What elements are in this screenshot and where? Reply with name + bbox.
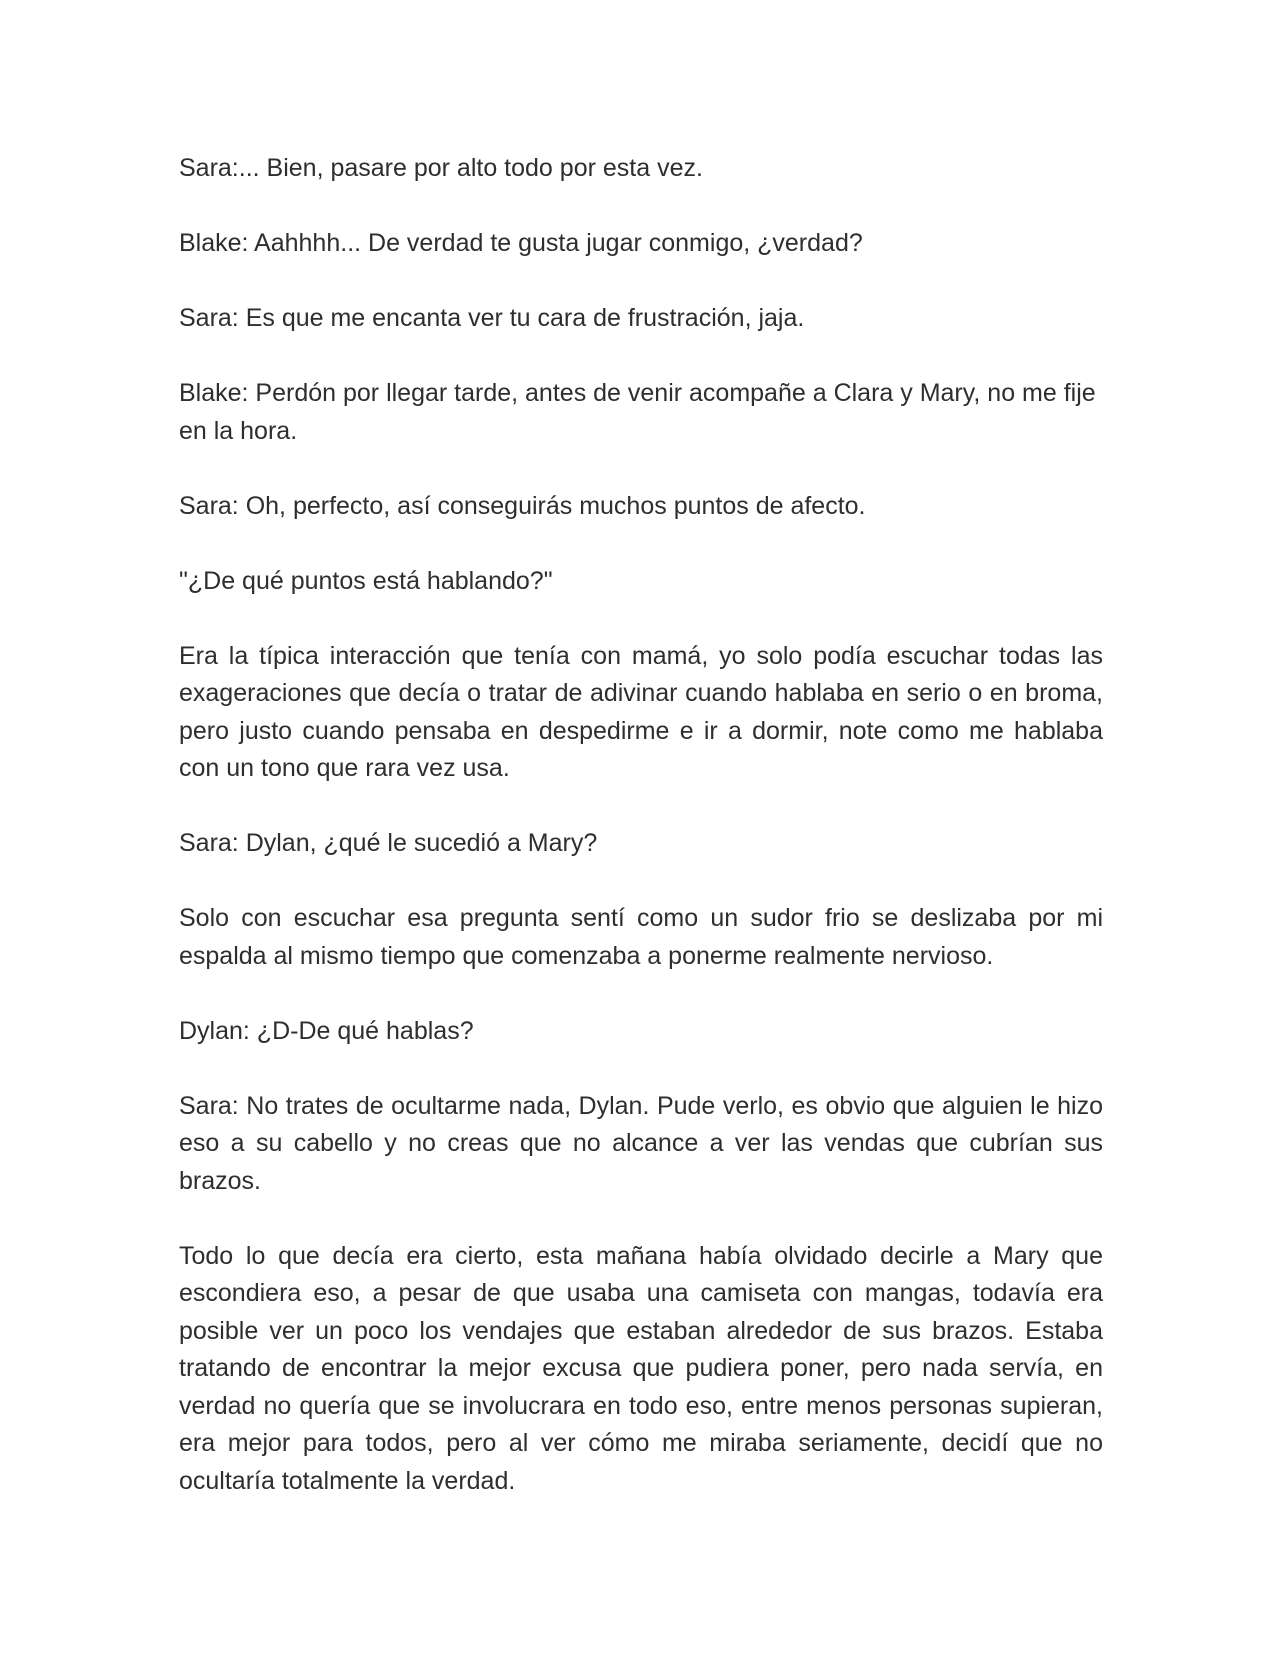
paragraph-10: Dylan: ¿D-De qué hablas? — [179, 1016, 474, 1045]
paragraph-4: Blake: Perdón por llegar tarde, antes de venir acompañe a Clara y Mary, no me fije en la hora. — [179, 379, 1096, 445]
paragraph-1: Sara:... Bien, pasare por alto todo por esta vez. — [179, 154, 703, 182]
paragraph-3: Sara: Es que me encanta ver tu cara de frustración, jaja. — [179, 304, 805, 332]
paragraph-12: Todo lo que decía era cierto, esta mañana había olvidado decirle a Mary que escondiera eso, a pesar de que usaba una camiseta con mangas, todavía era posible ver un poco los vendajes que estaban alrededor de sus brazos. Estaba tratando de encontrar la mejor excusa que pudiera poner, pero nada servía, en verdad no quería que se involucrara en todo eso, entre menos personas supieran, era mejor para todos, pero al ver cómo me miraba seriamente, decidí que no ocultaría totalmente la verdad. — [179, 1241, 1103, 1495]
paragraph-7: Era la típica interacción que tenía con mamá, yo solo podía escuchar todas las exageraciones que decía o tratar de adivinar cuando hablaba en serio o en broma, pero justo cuando pensaba en despedirme e ir a dormir, note como me hablaba con un tono que rara vez usa. — [179, 641, 1103, 782]
paragraph-6: "¿De qué puntos está hablando?" — [179, 566, 553, 595]
paragraph-11: Sara: No trates de ocultarme nada, Dylan. Pude verlo, es obvio que alguien le hizo eso a su cabello y no creas que no alcance a ver las vendas que cubrían sus brazos. — [179, 1091, 1103, 1195]
paragraph-5: Sara: Oh, perfecto, así conseguirás muchos puntos de afecto. — [179, 491, 866, 520]
paragraph-9: Solo con escuchar esa pregunta sentí como un sudor frio se deslizaba por mi espalda al mismo tiempo que comenzaba a ponerme realmente nervioso. — [179, 904, 1103, 970]
paragraph-2: Blake: Aahhhh... De verdad te gusta jugar conmigo, ¿verdad? — [179, 229, 863, 257]
paragraph-8: Sara: Dylan, ¿qué le sucedió a Mary? — [179, 829, 598, 857]
